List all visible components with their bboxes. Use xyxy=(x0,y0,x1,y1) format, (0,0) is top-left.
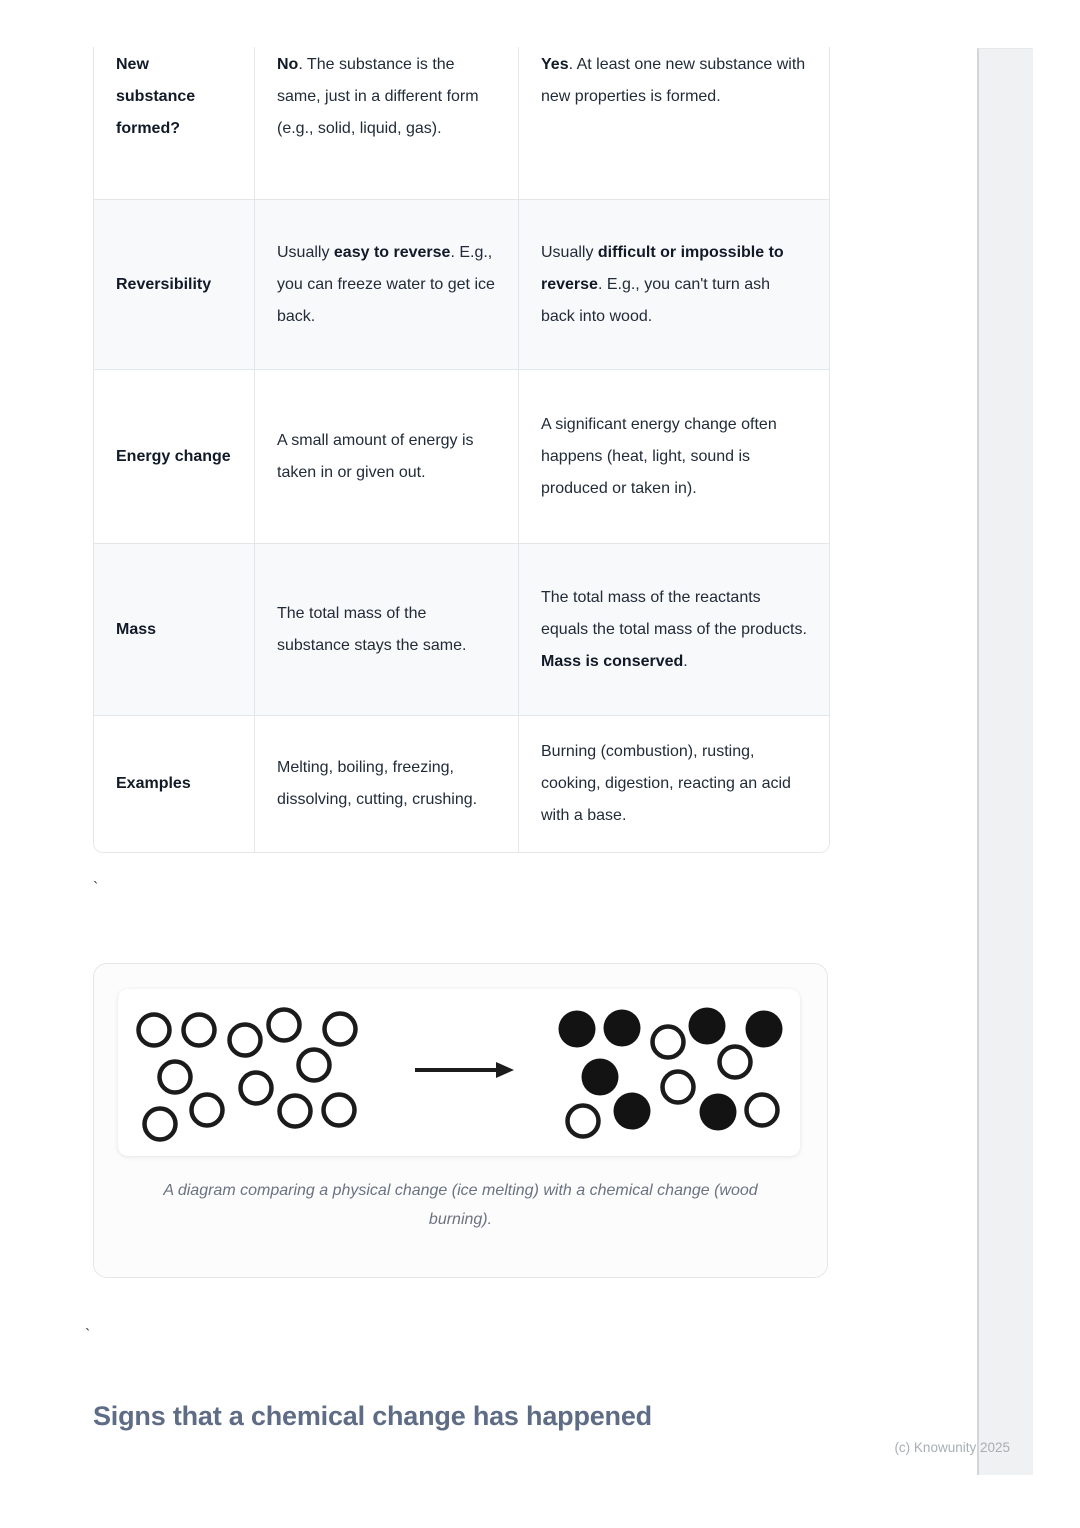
particle-white xyxy=(747,1095,778,1126)
particle-white xyxy=(324,1095,355,1126)
table-row xyxy=(94,369,829,543)
particle-white xyxy=(269,1010,300,1041)
scrollbar-track[interactable] xyxy=(977,48,1033,1475)
particle-white xyxy=(299,1050,330,1081)
physical-change-cell xyxy=(255,544,519,715)
particle-white xyxy=(230,1025,261,1056)
particle-black xyxy=(700,1094,737,1131)
chemical-change-cell xyxy=(519,716,829,852)
row-label: Mass xyxy=(116,620,157,638)
particle-white xyxy=(145,1109,176,1140)
particle-white xyxy=(241,1073,272,1104)
table-row xyxy=(94,543,829,715)
particle-white xyxy=(663,1072,694,1103)
particle-white xyxy=(139,1015,170,1046)
physical-change-cell xyxy=(255,200,519,369)
particle-white xyxy=(192,1095,223,1126)
arrow-head xyxy=(496,1062,514,1078)
row-label-cell xyxy=(94,370,255,543)
particle-white xyxy=(653,1027,684,1058)
row-label: Examples xyxy=(116,775,191,792)
particle-white xyxy=(184,1015,215,1046)
row-label-cell xyxy=(94,200,255,369)
stray-backtick-top: ` xyxy=(93,880,99,897)
physical-change-text: Usually easy to reverse. E.g., you can freeze water to get ice back. xyxy=(277,243,495,325)
particle-black xyxy=(746,1011,783,1048)
particle-black xyxy=(582,1059,619,1096)
diagram-panel xyxy=(118,989,800,1156)
row-label: Reversibility xyxy=(116,275,212,293)
particle-black xyxy=(614,1093,651,1130)
physical-change-text: Melting, boiling, freezing, dissolving, cutting, crushing. xyxy=(277,759,478,808)
chemical-change-text: Usually difficult or impossible to reverse. E.g., you can't turn ash back into wood. xyxy=(541,243,784,325)
figure-caption xyxy=(94,1176,827,1234)
chemical-change-text: A significant energy change often happens (heat, light, sound is produced or taken in). xyxy=(541,415,777,497)
particle-black xyxy=(689,1008,726,1045)
figure-card xyxy=(93,963,828,1278)
particle-diagram-svg xyxy=(118,989,800,1156)
particle-white xyxy=(720,1047,751,1078)
chemical-change-cell xyxy=(519,544,829,715)
row-label-cell xyxy=(94,716,255,852)
section-heading: Signs that a chemical change has happened xyxy=(93,1401,652,1431)
table-row xyxy=(94,199,829,369)
row-label: Energy change xyxy=(116,447,231,465)
chemical-change-text: The total mass of the reactants equals the total mass of the products. Mass is conserved. xyxy=(541,588,807,670)
row-label-cell xyxy=(94,544,255,715)
physical-change-cell xyxy=(255,370,519,543)
chemical-change-cell xyxy=(519,200,829,369)
particle-black xyxy=(604,1010,641,1047)
chemical-change-cell xyxy=(519,47,829,199)
physical-change-cell xyxy=(255,716,519,852)
physical-change-text: The total mass of the substance stays the same. xyxy=(277,604,467,654)
copyright-footer: (c) Knowunity 2025 xyxy=(894,1440,1010,1455)
row-label: New substance formed? xyxy=(116,56,196,137)
figure-caption-text: A diagram comparing a physical change (ice melting) with a chemical change (wood burning). xyxy=(163,1182,758,1228)
chemical-change-cell xyxy=(519,370,829,543)
particle-white xyxy=(160,1062,191,1093)
table-row xyxy=(94,47,829,199)
comparison-table xyxy=(93,47,830,853)
table-row xyxy=(94,715,829,852)
chemical-change-text: Burning (combustion), rusting, cooking, digestion, reacting an acid with a base. xyxy=(541,743,791,824)
physical-change-text: No. The substance is the same, just in a different form (e.g., solid, liquid, gas). xyxy=(277,56,479,137)
physical-change-text: A small amount of energy is taken in or given out. xyxy=(277,431,474,481)
chemical-change-text: Yes. At least one new substance with new properties is formed. xyxy=(541,56,806,105)
particle-white xyxy=(325,1014,356,1045)
particle-white xyxy=(280,1096,311,1127)
row-label-cell xyxy=(94,47,255,199)
particle-black xyxy=(559,1011,596,1048)
stray-backtick-bottom: ` xyxy=(85,1327,91,1344)
physical-change-cell xyxy=(255,47,519,199)
particle-white xyxy=(568,1106,599,1137)
